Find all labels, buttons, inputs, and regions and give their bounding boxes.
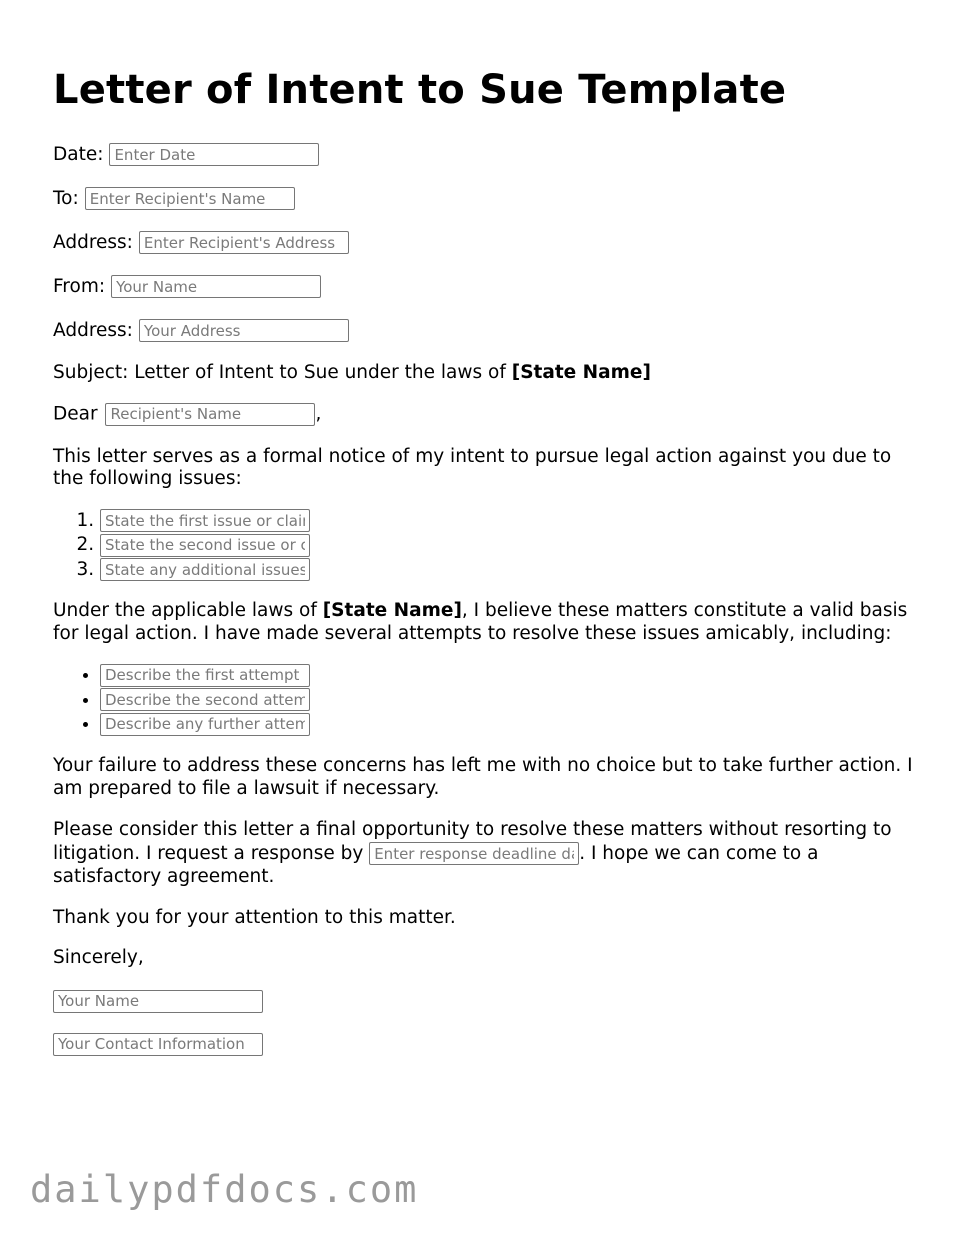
subject-line <box>53 362 913 385</box>
issue-3-field[interactable] <box>100 558 310 581</box>
to-label: To: <box>53 187 79 209</box>
salutation-word: Dear <box>53 403 98 424</box>
laws-before: Under the applicable laws of <box>53 600 323 622</box>
final-before: Please consider this letter a final opportunity to resolve these matters without resorting to litigation. I request a response by <box>53 819 892 864</box>
response-deadline-field[interactable] <box>369 842 579 865</box>
from-row <box>53 274 913 299</box>
list-item <box>100 712 913 737</box>
list-item <box>100 509 913 534</box>
sender-address-label: Address: <box>53 319 133 341</box>
salutation-comma: , <box>315 403 322 424</box>
signature-block <box>53 990 913 1056</box>
attempt-3-field[interactable] <box>100 713 310 736</box>
recipient-address-label: Address: <box>53 231 133 253</box>
sender-name-field[interactable] <box>111 275 321 298</box>
sender-address-row <box>53 318 913 343</box>
sender-address-field[interactable] <box>139 319 349 342</box>
issues-list <box>53 509 913 583</box>
intro-paragraph: This letter serves as a formal notice of my intent to pursue legal action against you due to the following issues: <box>53 445 892 489</box>
date-field[interactable] <box>109 143 319 166</box>
list-item <box>100 558 913 583</box>
recipient-address-field[interactable] <box>139 231 349 254</box>
subject-text: Subject: Letter of Intent to Sue under the laws of <box>53 362 512 383</box>
issue-2-field[interactable] <box>100 534 310 557</box>
to-row <box>53 186 913 211</box>
subject-state-name: [State Name] <box>511 362 651 383</box>
recipient-name-field[interactable] <box>85 187 295 210</box>
letter-page <box>53 64 913 1076</box>
signature-name-field[interactable] <box>53 990 263 1013</box>
failure-paragraph: Your failure to address these concerns has left me with no choice but to take further action. I am prepared to file a lawsuit if necessary. <box>53 755 913 799</box>
issue-1-field[interactable] <box>100 509 310 532</box>
list-item <box>100 663 913 688</box>
recipient-address-row <box>53 230 913 255</box>
closing-line: Sincerely, <box>53 947 144 969</box>
salutation-recipient-field[interactable] <box>105 403 315 426</box>
final-after: . I hope we can come to a satisfactory agreement. <box>53 842 819 888</box>
list-item <box>100 533 913 558</box>
date-row <box>53 142 913 167</box>
list-item <box>100 688 913 713</box>
watermark-text: dailypdfdocs.com <box>30 1168 419 1211</box>
laws-paragraph <box>53 600 913 645</box>
thanks-line: Thank you for your attention to this matter. <box>53 906 456 928</box>
from-label: From: <box>53 275 106 297</box>
page-title: Letter of Intent to Sue Template <box>53 67 787 113</box>
date-label: Date: <box>53 143 104 165</box>
attempt-2-field[interactable] <box>100 688 310 711</box>
signature-contact-field[interactable] <box>53 1033 263 1056</box>
final-paragraph <box>53 818 913 889</box>
salutation <box>53 403 913 426</box>
laws-after: , I believe these matters constitute a valid basis for legal action. I have made several attempts to resolve these issues amicably, including: <box>53 600 908 644</box>
attempts-list <box>53 663 913 737</box>
attempt-1-field[interactable] <box>100 664 310 687</box>
laws-state-name: [State Name] <box>322 600 462 622</box>
